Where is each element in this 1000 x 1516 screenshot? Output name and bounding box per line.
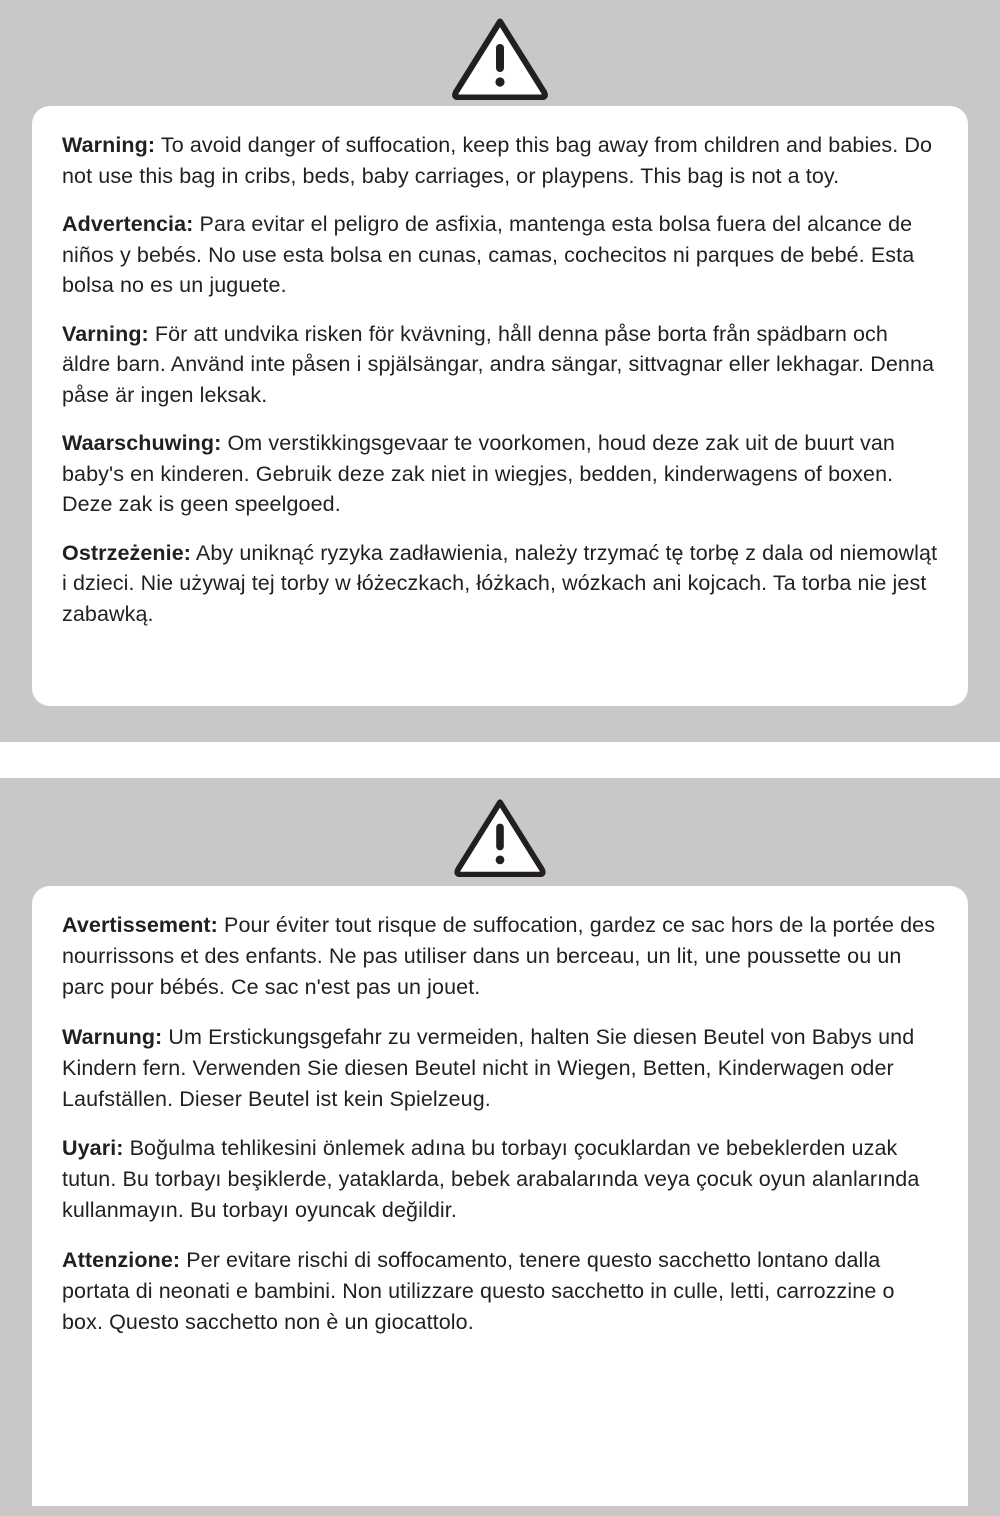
warning-panel-bottom	[0, 778, 1000, 1516]
warning-body-text: Aby uniknąć ryzyka zadławienia, należy trzymać tę torbę z dala od niemowląt i dzieci. Nie używaj tej torby w łóżeczkach, łóżkach, wózkach ani kojcach. Ta torba nie jest zabawką.	[62, 540, 938, 626]
warning-card-bottom	[32, 886, 968, 1506]
warning-paragraph	[62, 1245, 938, 1339]
warning-lead-label: Advertencia:	[62, 212, 194, 237]
panel-divider	[0, 742, 1000, 778]
warning-lead-label: Varning:	[62, 321, 149, 346]
warning-paragraph	[62, 428, 938, 520]
warning-paragraph	[62, 130, 938, 191]
warning-body-text: Per evitare rischi di soffocamento, tenere questo sacchetto lontano dalla portata di neonati e bambini. Non utilizzare questo sacchetto in culle, letti, carrozzine o box. Questo sacchetto non è un giocattolo.	[62, 1247, 895, 1334]
warning-paragraph	[62, 319, 938, 411]
warning-icon-container-top	[14, 10, 986, 106]
warning-paragraph	[62, 910, 938, 1004]
warning-panel-top	[0, 0, 1000, 742]
warning-lead-label: Warnung:	[62, 1024, 163, 1049]
warning-triangle-exclamation-icon	[454, 797, 546, 877]
warning-lead-label: Uyari:	[62, 1136, 124, 1161]
warning-body-text: Boğulma tehlikesini önlemek adına bu torbayı çocuklardan ve bebeklerden uzak tutun. Bu torbayı beşiklerde, yataklarda, bebek arabalarında veya çocuk oyun alanlarında kullanmayın. Bu torbayı oyuncak değildir.	[62, 1136, 920, 1223]
warning-lead-label: Waarschuwing:	[62, 431, 222, 456]
warning-card-top	[32, 106, 968, 706]
warning-body-text: Pour éviter tout risque de suffocation, gardez ce sac hors de la portée des nourrissons et des enfants. Ne pas utiliser dans un berceau, un lit, une poussette ou un parc pour bébés. Ce sac n'est pas un jouet.	[62, 913, 936, 1000]
warning-body-text: Para evitar el peligro de asfixia, mantenga esta bolsa fuera del alcance de niños y bebés. No use esta bolsa en cunas, camas, cochecitos ni parques de bebé. Esta bolsa no es un juguete.	[62, 212, 915, 298]
warning-paragraph	[62, 1022, 938, 1116]
warning-paragraph	[62, 538, 938, 630]
warning-body-text: Om verstikkingsgevaar te voorkomen, houd deze zak uit de buurt van baby's en kinderen. Gebruik deze zak niet in wiegjes, bedden, kinderwagens of boxen. Deze zak is geen speelgoed.	[62, 431, 895, 517]
warning-body-text: To avoid danger of suffocation, keep this bag away from children and babies. Do not use this bag in cribs, beds, baby carriages, or playpens. This bag is not a toy.	[62, 133, 933, 188]
warning-paragraph	[62, 209, 938, 301]
warning-body-text: För att undvika risken för kvävning, håll denna påse borta från spädbarn och äldre barn. Använd inte påsen i spjälsängar, andra sängar, sittvagnar eller lekhagar. Denna påse är ingen leksak.	[62, 321, 935, 407]
warning-icon-container-bottom	[14, 788, 986, 886]
warning-lead-label: Warning:	[62, 133, 156, 157]
warning-lead-label: Attenzione:	[62, 1247, 181, 1272]
warning-paragraph	[62, 1133, 938, 1227]
warning-lead-label: Ostrzeżenie:	[62, 540, 192, 565]
warning-lead-label: Avertissement:	[62, 913, 218, 937]
warning-triangle-exclamation-icon	[452, 16, 548, 100]
warning-body-text: Um Erstickungsgefahr zu vermeiden, halten Sie diesen Beutel von Babys und Kindern fern. Verwenden Sie diesen Beutel nicht in Wiegen, Betten, Kinderwagen oder Laufställen. Dieser Beutel ist kein Spielzeug.	[62, 1024, 915, 1111]
